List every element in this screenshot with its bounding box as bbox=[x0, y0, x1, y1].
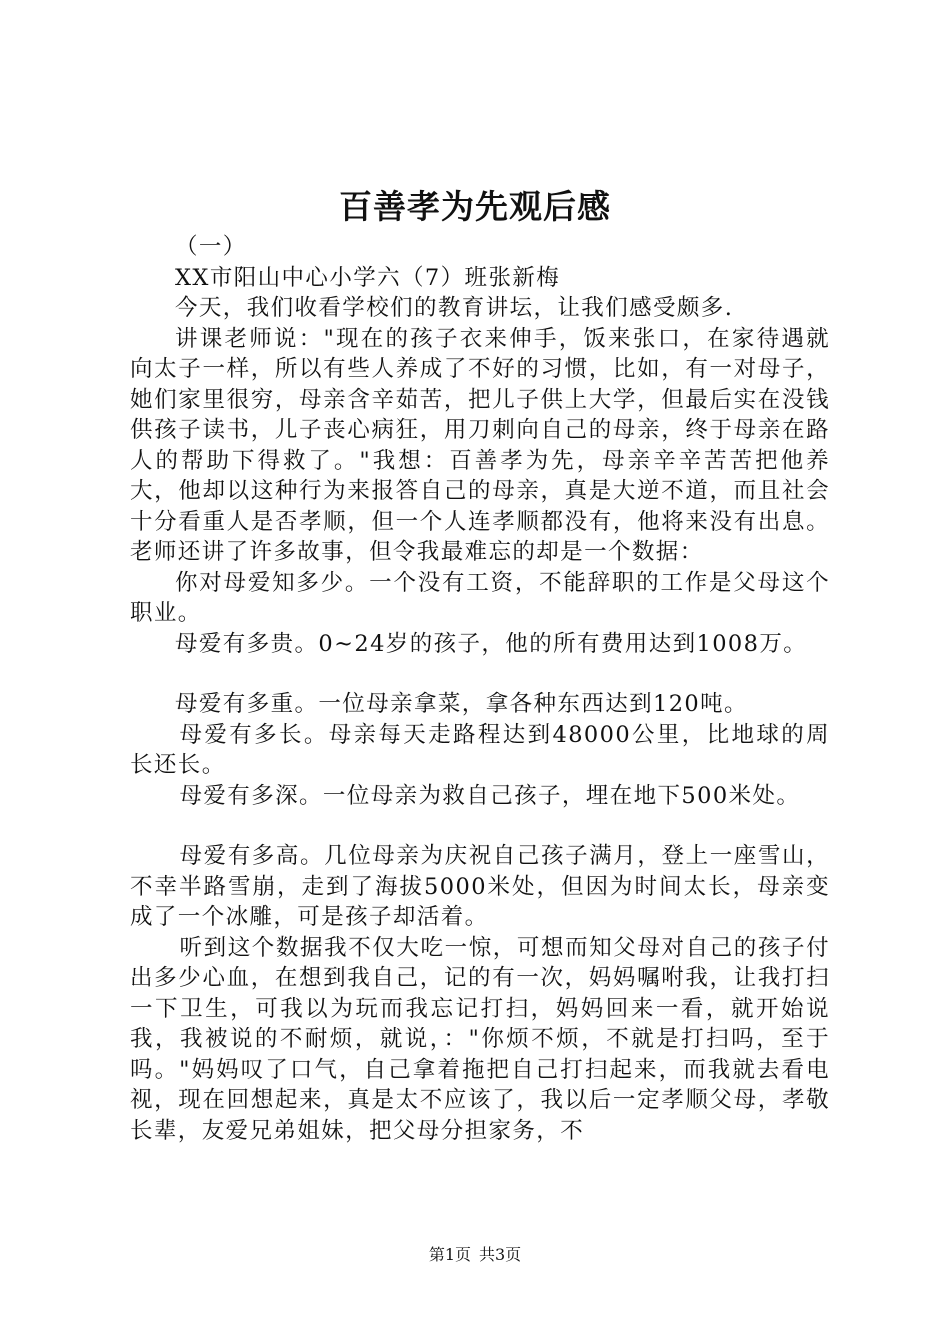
paragraph-teacher-story: 讲课老师说："现在的孩子衣来伸手，饭来张口，在家待遇就向太子一样，所以有些人养成了不好的习惯，比如，有一对母子，她们家里很穷，母亲含辛茹苦，把儿子供上大学，但最后实在没钱供孩子读书，儿子丧心病狂，用刀刺向自己的母亲，终于母亲在路人的帮助下得救了。"我想：百善孝为先，母亲辛辛苦苦把他养大，他却以这种行为来报答自己的母亲，真是大逆不道，而且社会十分看重人是否孝顺，但一个人连孝顺都没有，他将来没有出息。老师还讲了许多故事，但令我最难忘的却是一个数据： bbox=[130, 325, 830, 565]
paragraph-how-deep: 母爱有多深。一位母亲为救自己孩子，埋在地下500米处。 bbox=[179, 782, 801, 809]
page-footer bbox=[0, 1243, 950, 1267]
page-number: 第1页 bbox=[428, 1245, 471, 1264]
paragraph-how-heavy: 母爱有多重。一位母亲拿菜，拿各种东西达到120吨。 bbox=[175, 691, 748, 717]
document-body bbox=[130, 232, 830, 1146]
paragraph-reflection: 听到这个数据我不仅大吃一惊，可想而知父母对自己的孩子付出多少心血，在想到我自己，记的有一次，妈妈嘱咐我，让我打扫一下卫生，可我以为玩而我忘记打扫，妈妈回来一看，就开始说我，我被说的不耐烦，就说，："你烦不烦，不就是打扫吗，至于吗。"妈妈叹了口气，自己拿着拖把自己打扫起来，而我就去看电视，现在回想起来，真是太不应该了，我以后一定孝顺父母，孝敬长辈，友爱兄弟姐妹，把父母分担家务，不 bbox=[130, 934, 830, 1144]
author-line: XX市阳山中心小学六（7）班张新梅 bbox=[175, 264, 561, 291]
page-total: 共3页 bbox=[479, 1245, 522, 1264]
paragraph-how-expensive: 母爱有多贵。0~24岁的孩子，他的所有费用达到1008万。 bbox=[175, 630, 808, 657]
paragraph-intro: 今天，我们收看学校们的教育讲坛，让我们感受颇多. bbox=[175, 295, 734, 321]
paragraph-how-long: 母爱有多长。母亲每天走路程达到48000公里，比地球的周长还长。 bbox=[130, 721, 830, 778]
paragraph-how-high: 母爱有多高。几位母亲为庆祝自己孩子满月，登上一座雪山，不幸半路雪崩，走到了海拔5000米处，但因为时间太长，母亲变成了一个冰雕，可是孩子却活着。 bbox=[130, 843, 830, 930]
document-title: 百善孝为先观后感 bbox=[339, 187, 611, 226]
paragraph-how-much: 你对母爱知多少。一个没有工资，不能辞职的工作是父母这个职业。 bbox=[130, 569, 830, 626]
section-marker: （一） bbox=[175, 234, 247, 260]
